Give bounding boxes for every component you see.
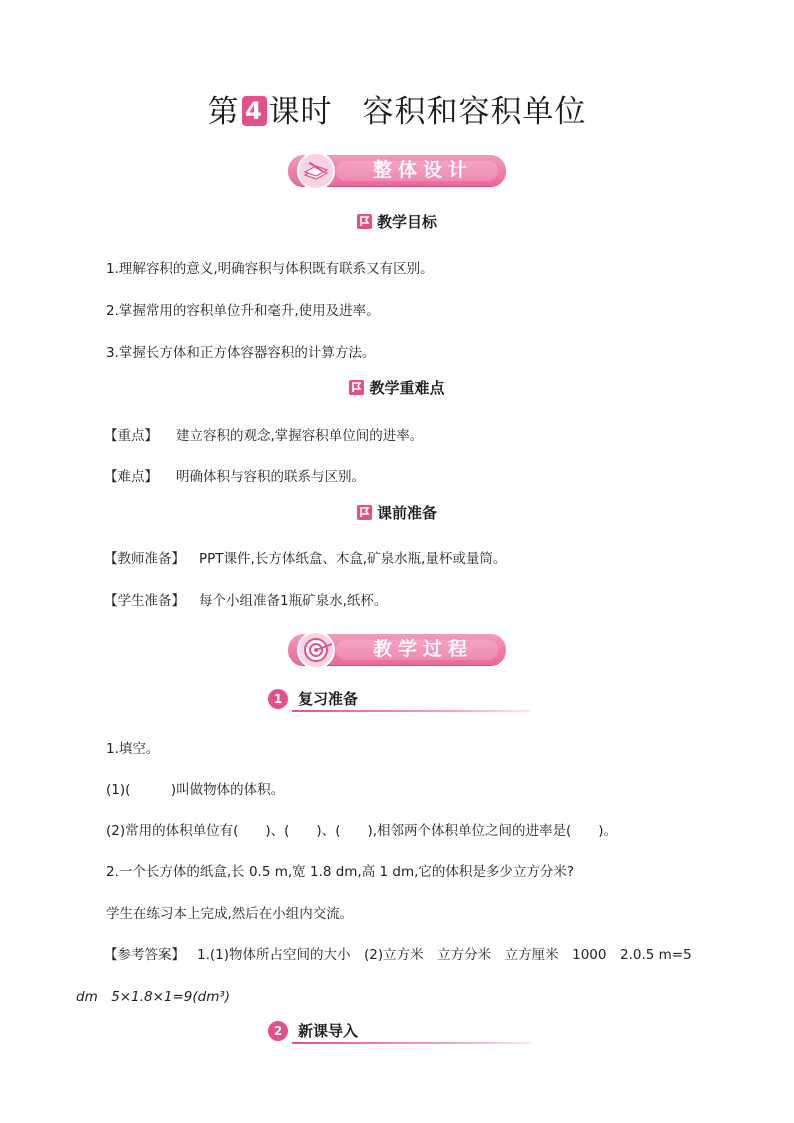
goal-item-2: 2.掌握常用的容积单位升和毫升,使用及进率。 <box>106 303 380 319</box>
student-prep-tag: 【学生准备】 <box>104 593 185 609</box>
subhead-prep-label: 课前准备 <box>376 504 437 522</box>
section-label: 新课导入 <box>298 1022 359 1040</box>
section-review <box>268 688 530 712</box>
review-question-1b: (2)常用的体积单位有( )、( )、( ),相邻两个体积单位之间的进率是( )。 <box>106 823 618 839</box>
subhead-goals <box>0 211 794 232</box>
section-underline <box>292 710 530 712</box>
page-title <box>0 86 794 131</box>
answer-text-1: 1.(1)物体所占空间的大小 (2)立方米 立方分米 立方厘米 1000 2.0.5 m=5 <box>197 947 692 963</box>
pink-flag-icon <box>349 380 364 395</box>
difficulty-tag: 【难点】 <box>104 469 158 485</box>
subhead-key-label: 教学重难点 <box>369 379 445 397</box>
title-suffix: 课时 <box>268 94 333 130</box>
answer-line-1 <box>104 943 692 963</box>
goal-item-3: 3.掌握长方体和正方体容器容积的计算方法。 <box>106 345 376 361</box>
review-question-2: 2.一个长方体的纸盒,长 0.5 m,宽 1.8 dm,高 1 dm,它的体积是多少立方分米? <box>106 864 575 880</box>
review-note: 学生在练习本上完成,然后在小组内交流。 <box>106 906 354 922</box>
review-question-1: 1.填空。 <box>106 741 160 757</box>
title-main: 容积和容积单位 <box>362 94 587 130</box>
section-new-lesson <box>268 1020 530 1044</box>
difficulty-line <box>104 465 365 485</box>
banner-label: 教学过程 <box>372 638 473 660</box>
student-prep-text: 每个小组准备1瓶矿泉水,纸杯。 <box>199 593 388 609</box>
teacher-prep-text: PPT课件,长方体纸盒、木盒,矿泉水瓶,量杯或量筒。 <box>199 551 507 567</box>
banner-teaching-process <box>288 634 506 665</box>
book-stack-icon <box>296 151 336 191</box>
review-question-1a: (1)( )叫做物体的体积。 <box>106 782 285 798</box>
teacher-prep-line <box>104 547 506 567</box>
target-icon <box>296 630 336 670</box>
focus-line <box>104 424 423 444</box>
lesson-number-badge: 4 <box>242 96 267 126</box>
answer-line-2: dm 5×1.8×1=9(dm³) <box>76 989 231 1005</box>
title-prefix: 第 <box>207 94 240 130</box>
section-number-badge: 2 <box>268 1021 288 1041</box>
goal-item-1: 1.理解容积的意义,明确容积与体积既有联系又有区别。 <box>106 261 434 277</box>
student-prep-line <box>104 589 387 609</box>
teacher-prep-tag: 【教师准备】 <box>104 551 185 567</box>
focus-tag: 【重点】 <box>104 428 158 444</box>
section-number-badge: 1 <box>268 689 288 709</box>
pink-flag-icon <box>357 505 372 520</box>
section-label: 复习准备 <box>298 690 359 708</box>
focus-text: 建立容积的观念,掌握容积单位间的进率。 <box>176 428 424 444</box>
answer-tag: 【参考答案】 <box>104 947 185 963</box>
section-underline <box>292 1042 530 1044</box>
pink-flag-icon <box>357 214 372 229</box>
subhead-prep <box>0 502 794 523</box>
subhead-goals-label: 教学目标 <box>376 213 437 231</box>
banner-overall-design <box>288 155 506 186</box>
banner-label: 整体设计 <box>372 159 473 181</box>
subhead-key-points <box>0 377 794 398</box>
difficulty-text: 明确体积与容积的联系与区别。 <box>176 469 365 485</box>
